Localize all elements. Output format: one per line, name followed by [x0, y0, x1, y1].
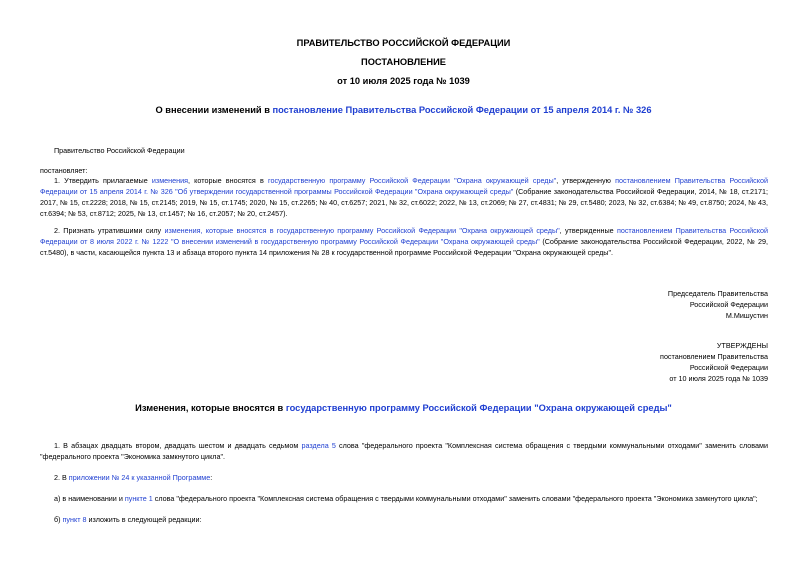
p1-link-changes[interactable]: изменения: [151, 176, 188, 185]
paragraph-1: [40, 175, 768, 219]
government-header: ПРАВИТЕЛЬСТВО РОССИЙСКОЙ ФЕДЕРАЦИИ: [296, 38, 511, 48]
c1-link-section[interactable]: раздела 5: [301, 441, 336, 450]
intro-government: Правительство Российской Федерации: [54, 146, 185, 155]
c2b-text-1: б): [54, 515, 63, 524]
c2a-text-2: слова "федерального проекта "Комплексная система обращения с твердыми коммунальными отходами" заменить словами "федерального проекта "Экономика замкнутого цикла";: [152, 494, 758, 503]
p2-text-1: 2. Признать утратившими силу: [54, 226, 165, 235]
c2a-text-1: а) в наименовании и: [54, 494, 125, 503]
changes-title-link[interactable]: государственную программу Российской Федерации "Охрана окружающей среды": [285, 403, 672, 413]
document-date-number: от 10 июля 2025 года № 1039: [337, 76, 470, 86]
p1-link-program[interactable]: государственную программу Российской Федерации "Охрана окружающей среды": [267, 176, 557, 185]
p1-text-2: , которые вносятся в: [188, 176, 268, 185]
intro-decides: постановляет:: [40, 166, 88, 175]
p1-text-4: (Собрание законодательства Российской Федерации, 2014, № 18, ст.2171; 2017, № 15, ст.2228; 2018, № 15, ст.2145; 2019, № 15, ст.1745; 2020, № 15, ст.2265; № 40, ст.6257; 2021, № 32, ст.6022; 2022, № 13, ст.2069; № 27, ст.4831; № 29, ст.5480; 2023, № 32, ст.6384; № 49, ст.8750; 2024, № 43, ст.6394; № 53, ст.8712; 2025, № 13, ст.1457; № 16, ст.2057; № 20, ст.2457).: [40, 187, 768, 218]
approved-block: [518, 340, 768, 384]
c2a-link-item[interactable]: пункте 1: [124, 494, 153, 503]
c1-text-1: 1. В абзацах двадцать втором, двадцать шестом и двадцать седьмом: [54, 441, 302, 450]
c2b-text-2: изложить в следующей редакции:: [86, 515, 202, 524]
c2-link-appendix[interactable]: приложении № 24 к указанной Программе: [68, 473, 211, 482]
p1-text-1: 1. Утвердить прилагаемые: [54, 176, 152, 185]
paragraph-2: [40, 225, 768, 258]
c2-text-1: 2. В: [54, 473, 69, 482]
changes-title-prefix: Изменения, которые вносятся в: [135, 403, 286, 413]
p2-text-2: , утвержденные: [559, 226, 617, 235]
document-title: [0, 105, 807, 115]
change-2a: [54, 493, 758, 504]
approved-line-2: постановлением Правительства: [660, 352, 768, 361]
c1-text-2: слова "федерального проекта "Комплексная система обращения с твердыми коммунальными отходами" заменить словами "федерального проекта "Экономика замкнутого цикла".: [40, 441, 768, 461]
document-type: ПОСТАНОВЛЕНИЕ: [361, 57, 446, 67]
p2-text-3: (Собрание законодательства Российской Федерации, 2022, № 29, ст.5480), в части, касающейся пункта 13 и абзаца второго пункта 14 приложения № 28 к государственной программе Российской Федерации "Охрана окружающей среды".: [40, 237, 768, 257]
p2-link-changes[interactable]: изменения, которые вносятся в государственную программу Российской Федерации "Охрана окружающей среды": [164, 226, 560, 235]
c2b-link-item[interactable]: пункт 8: [62, 515, 87, 524]
signature-name: М.Мишустин: [725, 311, 768, 320]
signature-title: Председатель Правительства: [667, 289, 768, 298]
changes-title: [0, 403, 807, 413]
p1-link-resolution[interactable]: постановлением Правительства Российской Федерации от 15 апреля 2014 г. № 326 "Об утверждении государственной программы Российской Федерации "Охрана окружающей среды": [40, 176, 768, 196]
c2-text-2: :: [210, 473, 213, 482]
change-2: [54, 472, 212, 483]
signature-block: [518, 288, 768, 321]
p2-link-resolution[interactable]: постановлением Правительства Российской Федерации от 8 июля 2022 г. № 1222 "О внесении изменений в государственную программу Российской Федерации "Охрана окружающей среды": [40, 226, 768, 246]
p1-text-3: , утвержденную: [556, 176, 616, 185]
change-1: [40, 440, 768, 462]
change-2b: [54, 514, 202, 525]
title-link[interactable]: постановление Правительства Российской Федерации от 15 апреля 2014 г. № 326: [272, 105, 652, 115]
signature-country: Российской Федерации: [689, 300, 768, 309]
approved-heading: УТВЕРЖДЕНЫ: [716, 341, 768, 350]
approved-date: от 10 июля 2025 года № 1039: [669, 374, 768, 383]
approved-line-3: Российской Федерации: [689, 363, 768, 372]
document-title-prefix: О внесении изменений в: [155, 105, 273, 115]
